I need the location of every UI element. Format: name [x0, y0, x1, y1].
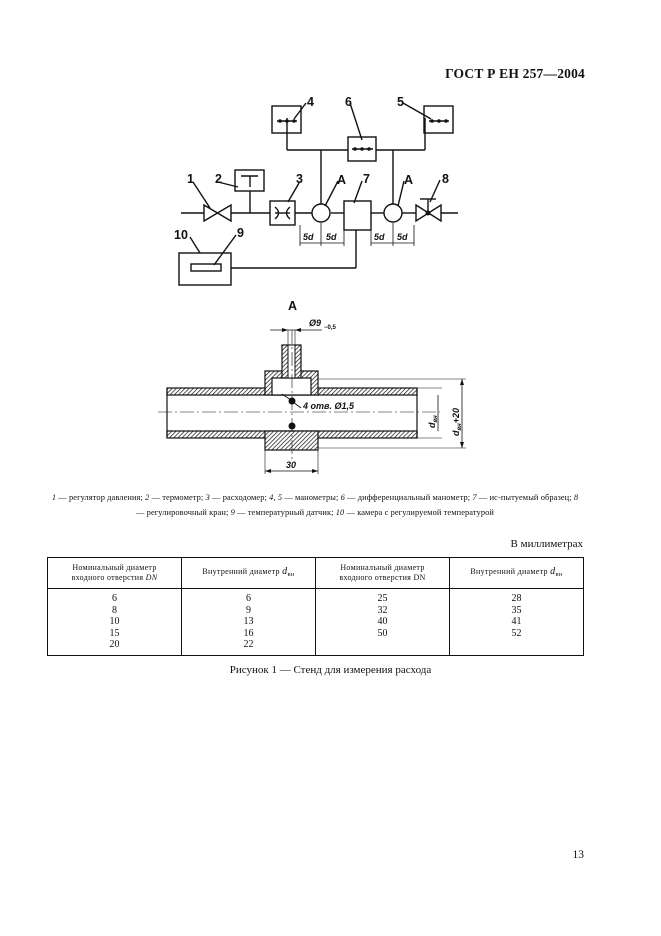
dim-5d-3: 5d: [374, 232, 385, 242]
label-8: 8: [442, 172, 449, 186]
figure-legend: 1 — регулятор давления; 2 — термометр; 3 — расходомер; 4, 5 — манометры; 6 — дифференциальный манометр; 7 — ис-пытуемый образец; 8 — регулировочный кран; 9 — температурный датчик; 10 — камера с регулируемой температурой: [51, 493, 579, 517]
dim-5d-1: 5d: [303, 232, 314, 242]
label-9: 9: [237, 226, 244, 240]
col-dn-1-values: 6 8 10 15 20: [48, 589, 182, 656]
dim-d-inner: d: [427, 422, 437, 428]
label-2: 2: [215, 172, 222, 186]
label-3: 3: [296, 172, 303, 186]
col-header-dn-2: Номинальный диаметр входного отверстия DN: [316, 558, 450, 589]
label-7: 7: [363, 172, 370, 186]
page-number: 13: [572, 849, 584, 861]
pressure-tap-circle-left: [312, 204, 330, 222]
col-dvn-1-values: 6 9 13 16 22: [182, 589, 316, 656]
schematic-top: [179, 103, 458, 285]
temperature-chamber: [179, 253, 231, 285]
dim-d-outer-sub: вн: [457, 423, 463, 431]
dim-5d-4: 5d: [397, 232, 408, 242]
regulating-valve: [416, 199, 441, 221]
dim-d-inner-sub: вн: [433, 415, 439, 423]
table-row: [48, 589, 584, 656]
temperature-sensor: [191, 264, 221, 271]
length-dim: 30: [286, 460, 297, 470]
diameter-table: [47, 557, 584, 656]
label-point-a-left: A: [337, 173, 347, 187]
test-specimen-box: [344, 201, 371, 230]
label-point-a-right: A: [404, 173, 414, 187]
thermometer: [235, 170, 264, 213]
dim-d-outer: d: [451, 430, 461, 436]
hole-dim-main: Ø9: [309, 318, 322, 328]
label-10: 10: [174, 228, 188, 242]
svg-text:dвн+20: [451, 408, 463, 436]
pressure-regulator-valve: [204, 205, 231, 221]
col-header-dvn-1: Внутренний диаметр $d_{вн}$: [182, 558, 316, 589]
label-6: 6: [345, 95, 352, 109]
flowmeter: [270, 201, 295, 225]
units-note: В миллиметрах: [510, 538, 583, 550]
standard-header: ГОСТ Р ЕН 257—2004: [445, 66, 585, 81]
label-5: 5: [397, 95, 404, 109]
dim-5d-2: 5d: [326, 232, 337, 242]
label-4: 4: [307, 95, 314, 109]
col-header-dvn-2: Внутренний диаметр $d_{вн}$: [450, 558, 584, 589]
hole-dim-tolerance: −0,5: [324, 325, 336, 331]
label-1: 1: [187, 172, 194, 186]
col-dn-2-values: 25 32 40 50: [316, 589, 450, 656]
holes-note: 4 отв. Ø1,5: [303, 401, 354, 411]
col-header-dn-1: Номинальный диаметр входного отверстия DN: [48, 558, 182, 589]
svg-text:dвн: [427, 415, 439, 428]
figure-title: Рисунок 1 — Стенд для измерения расхода: [229, 664, 432, 676]
pressure-tap-circle-right: [384, 204, 402, 222]
section-a-label: A: [288, 299, 298, 313]
dim-d-outer-suffix: +20: [451, 407, 461, 424]
col-dvn-2-values: 28 35 41 52: [450, 589, 584, 656]
